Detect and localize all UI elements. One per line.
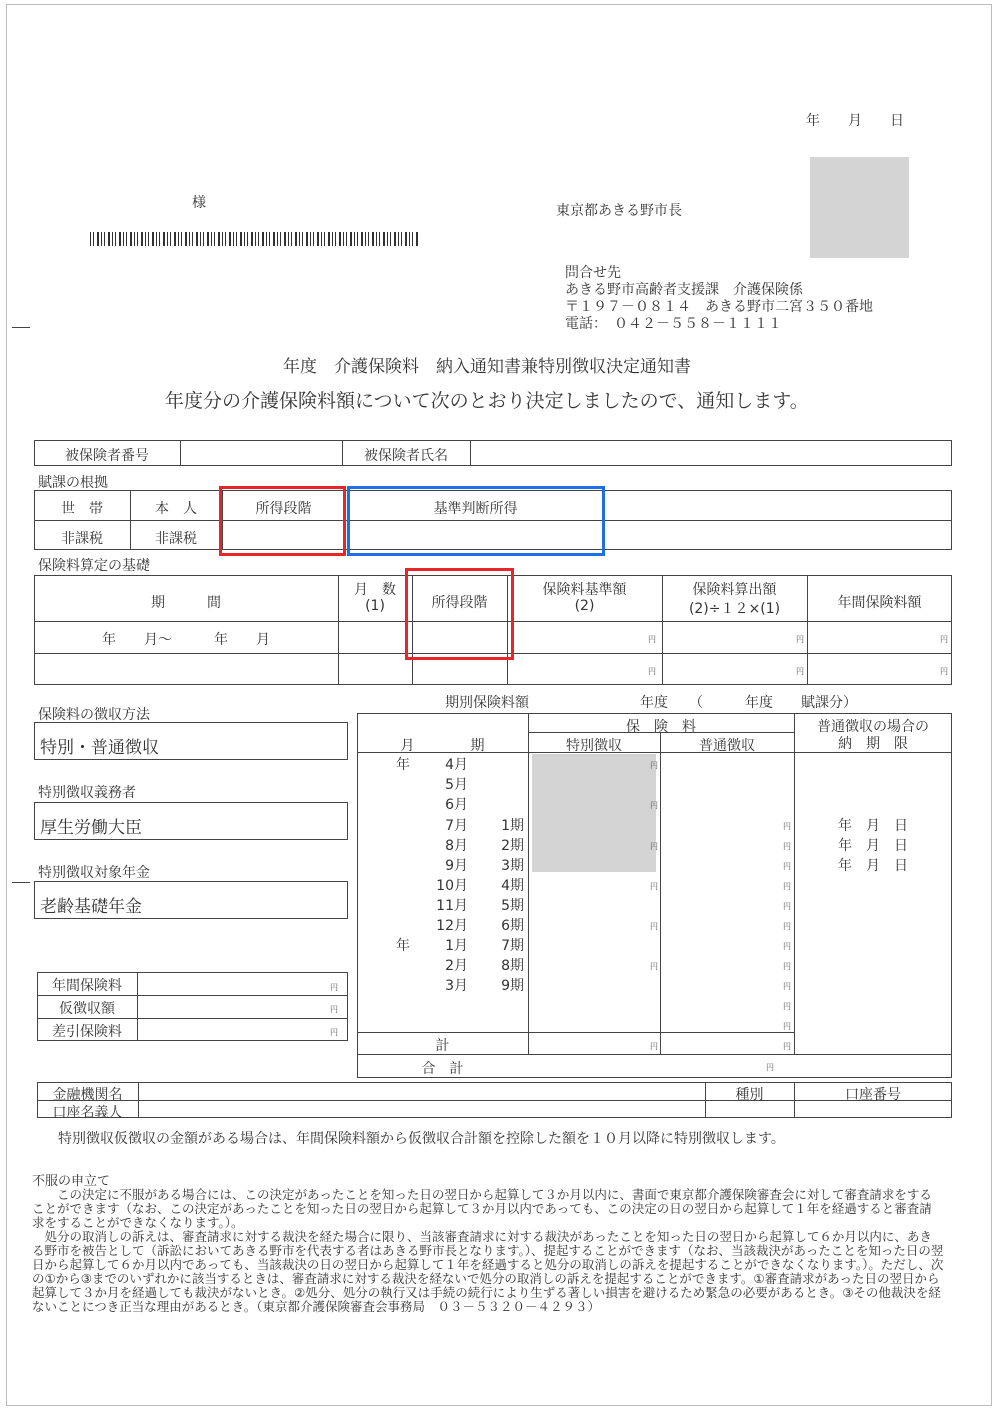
collection-method-value: 特別・普通徴収 [40, 738, 159, 758]
calc-row1-period: 年 月～ 年 月 [102, 632, 270, 648]
schedule-month: 12月 [436, 918, 468, 934]
deadline-period-1: 年 月 日 [838, 818, 908, 834]
schedule-month: 11月 [436, 898, 468, 914]
yen-unit: 円 [796, 667, 804, 676]
yen-unit: 円 [330, 1005, 338, 1014]
yen-unit: 円 [783, 822, 791, 831]
schedule-heading: 期別保険料額 [445, 695, 529, 711]
calc-base-amount-sub: (2) [574, 598, 595, 614]
insured-name-label: 被保険者氏名 [364, 448, 448, 464]
basis-income-stage: 所得段階 [255, 501, 312, 517]
schedule-total-label: 合 計 [421, 1061, 464, 1077]
schedule-month: 5月 [445, 777, 468, 793]
deadline-period-2: 年 月 日 [838, 838, 908, 854]
yen-unit: 円 [940, 635, 948, 644]
calc-label: 保険料算定の基礎 [38, 558, 150, 574]
schedule-month: 10月 [436, 878, 468, 894]
appeal-title: 不服の申立て [32, 1174, 111, 1189]
schedule-month: 7月 [445, 818, 468, 834]
schedule-period: 9期 [501, 978, 524, 994]
yen-unit: 円 [650, 882, 658, 891]
schedule-fiscal: 年度 （ 年度 賦課分） [640, 695, 857, 711]
schedule-period: 2期 [501, 838, 524, 854]
schedule-deadline-header-2: 納 期 限 [838, 736, 908, 752]
appeal-paragraph-1: この決定に不服がある場合には、この決定があったことを知った日の翌日から起算して３か月以内に、書面で東京都介護保険審査会に対して審査請求をすることができます（なお、この決定があったことを知った日の翌日から起算して３か月以内であっても、この決定の日の翌日から起算して１年を経過すると審査請求をすることができなくなります。）。 [32, 1187, 932, 1230]
obligor-value: 厚生労働大臣 [40, 818, 142, 838]
contact-label: 問合せ先 [565, 265, 621, 281]
pension-label: 特別徴収対象年金 [38, 865, 150, 881]
schedule-subtotal-label: 計 [435, 1038, 450, 1054]
highlight-reference-income [347, 486, 605, 556]
calc-months-sub: (1) [365, 598, 385, 614]
calc-annual-header: 年間保険料額 [837, 595, 922, 611]
yen-unit: 円 [783, 882, 791, 891]
insured-number-label: 被保険者番号 [65, 448, 149, 464]
document-title: 年度 介護保険料 納入通知書兼特別徴収決定通知書 [283, 357, 691, 377]
fold-mark [12, 327, 30, 328]
deadline-period-3: 年 月 日 [838, 858, 908, 874]
yen-unit: 円 [330, 1028, 338, 1037]
yen-unit: 円 [648, 667, 656, 676]
yen-unit: 円 [650, 761, 658, 770]
yen-unit: 円 [783, 1002, 791, 1011]
schedule-period: 8期 [501, 958, 524, 974]
yen-unit: 円 [783, 902, 791, 911]
mayor-name: 東京都あきる野市長 [556, 203, 682, 219]
redacted-special-amounts [532, 754, 656, 872]
yen-unit: 円 [783, 862, 791, 871]
yen-unit: 円 [783, 942, 791, 951]
issue-date: 年 月 日 [806, 113, 904, 129]
calc-income-stage-header: 所得段階 [431, 595, 488, 611]
calc-computed-header: 保険料算出額 [692, 582, 777, 598]
schedule-period: 1期 [501, 818, 524, 834]
schedule-period: 4期 [501, 878, 524, 894]
schedule-period: 3期 [501, 858, 524, 874]
schedule-month: 6月 [445, 797, 468, 813]
appeal-paragraph-2: 処分の取消しの訴えは、審査請求に対する裁決を経た場合に限り、当該審査請求に対する裁決があったことを知った日の翌日から起算して６か月以内に、あきる野市を被告として（訴訟においてあきる野市を代表する者はあきる野市長となります。）、提起することができます（なお、当該裁決があったことを知った日の翌日から起算して６か月以内であっても、当該裁決の日の翌日から起算して１年を経過すると処分の取消しの訴えを提起することができなくなります。）。ただし、次の①から③までのいずれかに該当するときは、審査請求に対する裁決を経ないで処分の取消しの訴えを提起することができます。①審査請求があった日の翌日から起算して３か月を経過しても裁決がないとき。②処分、処分の執行又は手続の続行により生ずる著しい損害を避けるため緊急の必要があるとき。③その他裁決を経ないことにつき正当な理由があるとき。（東京都介護保険審査会事務局 ０３－５３２０－４２９３） [32, 1229, 944, 1314]
basis-household-value: 非課税 [61, 531, 103, 547]
yen-unit: 円 [650, 1042, 658, 1051]
contact-dept: あきる野市高齢者支援課 介護保険係 [565, 282, 803, 298]
bank-holder-label: 口座名義人 [52, 1105, 123, 1121]
yen-unit: 円 [783, 922, 791, 931]
year-prefix-april: 年 [396, 757, 410, 773]
schedule-month: 4月 [445, 757, 468, 773]
schedule-period: 6期 [501, 918, 524, 934]
year-prefix-january: 年 [396, 938, 410, 954]
yen-unit: 円 [766, 1063, 774, 1072]
yen-unit: 円 [783, 1042, 791, 1051]
yen-unit: 円 [650, 922, 658, 931]
bank-type-label: 種別 [735, 1087, 764, 1103]
basis-self-value: 非課税 [155, 531, 197, 547]
yen-unit: 円 [783, 982, 791, 991]
recipient-suffix: 様 [192, 195, 206, 211]
schedule-month: 8月 [445, 838, 468, 854]
contact-phone: 電話： ０４２－５５８－１１１１ [565, 316, 782, 332]
calc-months-header: 月 数 [354, 582, 396, 598]
document-subtitle: 年度分の介護保険料額について次のとおり決定しましたので、通知します。 [165, 390, 809, 412]
schedule-month: 1月 [445, 938, 468, 954]
provisional-label: 仮徴収額 [59, 1001, 115, 1017]
appeal-text [32, 1188, 944, 1314]
yen-unit: 円 [796, 635, 804, 644]
highlight-income-stage-calc [405, 568, 514, 660]
basis-household: 世 帯 [61, 501, 103, 517]
calc-period-header: 期 間 [151, 595, 221, 611]
schedule-deadline-header-1: 普通徴収の場合の [817, 719, 929, 735]
highlight-income-stage-basis [219, 486, 346, 556]
schedule-month: 2月 [445, 958, 468, 974]
calc-base-amount-header: 保険料基準額 [542, 582, 627, 598]
bank-institution-label: 金融機関名 [52, 1087, 123, 1103]
schedule-period: 7期 [501, 938, 524, 954]
schedule-period: 5期 [501, 898, 524, 914]
yen-unit: 円 [650, 842, 658, 851]
yen-unit: 円 [783, 1022, 791, 1031]
yen-unit: 円 [783, 842, 791, 851]
yen-unit: 円 [648, 635, 656, 644]
provisional-note: 特別徴収仮徴収の金額がある場合は、年間保険料額から仮徴収合計額を控除した額を１０月以降に特別徴収します。 [58, 1131, 785, 1147]
schedule-special-header: 特別徴収 [566, 738, 622, 754]
pension-value: 老齢基礎年金 [40, 897, 142, 917]
basis-self: 本 人 [155, 501, 197, 517]
fold-mark [12, 882, 30, 883]
obligor-label: 特別徴収義務者 [38, 785, 136, 801]
yen-unit: 円 [650, 962, 658, 971]
basis-reference-income: 基準判断所得 [433, 501, 518, 517]
schedule-month: 9月 [445, 858, 468, 874]
annual-fee-label: 年間保険料 [52, 978, 122, 994]
collection-method-label: 保険料の徴収方法 [38, 707, 150, 723]
schedule-normal-header: 普通徴収 [699, 738, 755, 754]
yen-unit: 円 [650, 801, 658, 810]
yen-unit: 円 [940, 667, 948, 676]
schedule-premium-header: 保 険 料 [626, 719, 696, 735]
schedule-month: 3月 [445, 978, 468, 994]
basis-label: 賦課の根拠 [38, 475, 108, 491]
bank-account-label: 口座番号 [845, 1087, 901, 1103]
deducted-label: 差引保険料 [52, 1024, 122, 1040]
postal-barcode [90, 232, 420, 246]
schedule-month-header: 月 期 [400, 738, 485, 754]
calc-computed-sub: (2)÷１２×(1) [688, 601, 781, 617]
redacted-seal [810, 157, 909, 258]
yen-unit: 円 [783, 962, 791, 971]
yen-unit: 円 [330, 983, 338, 992]
contact-address: 〒１９７－０８１４ あきる野市二宮３５０番地 [565, 299, 873, 315]
